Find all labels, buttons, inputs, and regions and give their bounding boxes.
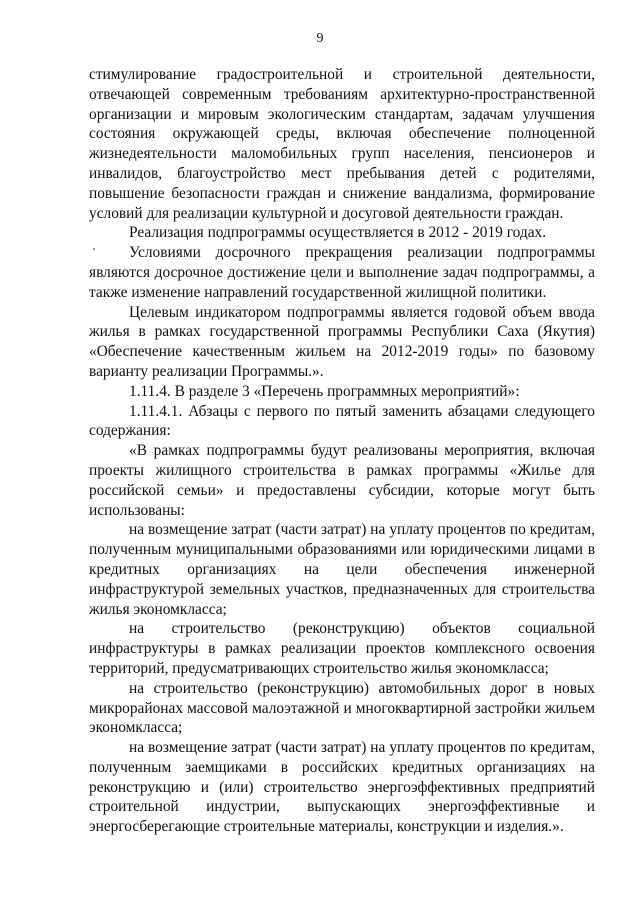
page-body	[89, 65, 595, 837]
paragraph-3: Условиями досрочного прекращения реализации подпрограммы являются досрочное достижение цели и выполнение задач подпрограммы, а также изменение направлений государственной жилищной политики.	[89, 244, 595, 301]
paragraph-4: Целевым индикатором подпрограммы является годовой объем ввода жилья в рамках государственной программы Республики Саха (Якутия) «Обеспечение качественным жильем на 2012-2019 годы» по базовому варианту реализации Программы.».	[89, 303, 595, 380]
paragraph-10: на строительство (реконструкцию) автомобильных дорог в новых микрорайонах массовой малоэтажной и многоквартирной застройки жильем экономкласса;	[89, 679, 595, 737]
paragraph-5: 1.11.4. В разделе 3 «Перечень программных мероприятий»:	[129, 382, 520, 400]
paragraph-9: на строительство (реконструкцию) объектов социальной инфраструктуры в рамках реализации проектов комплексного освоения территорий, предусматривающих строительство жилья экономкласса;	[89, 620, 595, 677]
paragraph-2: Реализация подпрограммы осуществляется в 2012 - 2019 годах.	[129, 224, 547, 242]
paragraph-7: «В рамках подпрограммы будут реализованы мероприятия, включая проекты жилищного строительства в рамках программы «Жилье для российской семьи» и предоставлены субсидии, которые могут быть использованы:	[89, 442, 595, 519]
paragraph-8: на возмещение затрат (части затрат) на уплату процентов по кредитам, полученным муниципальными образованиями или юридическими лицами в кредитных организациях на цели обеспечения инженерной инфраструктурой земельных участков, предназначенных для строительства жилья экономкласса;	[89, 521, 595, 618]
paragraph-11: на возмещение затрат (части затрат) на уплату процентов по кредитам, полученным заемщиками в российских кредитных организациях на реконструкцию и (или) строительство энергоэффективных предприятий строительной индустрии, выпускающих энергоэффективные и энергосберегающие строительные материалы, конструкции и изделия.».	[89, 739, 595, 836]
page-number: 9	[316, 31, 324, 46]
paragraph-1: стимулирование градостроительной и строительной деятельности, отвечающей современным требованиям архитектурно-пространственной организации и мировым экологическим стандартам, задачам улучшения состояния окружающей среды, включая обеспечение полноценной жизнедеятельности маломобильных групп населения, пенсионеров и инвалидов, благоустройство мест пребывания детей с родителями, повышение безопасности граждан и снижение вандализма, формирование условий для реализации культурной и досуговой деятельности граждан.	[89, 66, 595, 222]
paragraph-6: 1.11.4.1. Абзацы с первого по пятый заменить абзацами следующего содержания:	[89, 402, 595, 440]
